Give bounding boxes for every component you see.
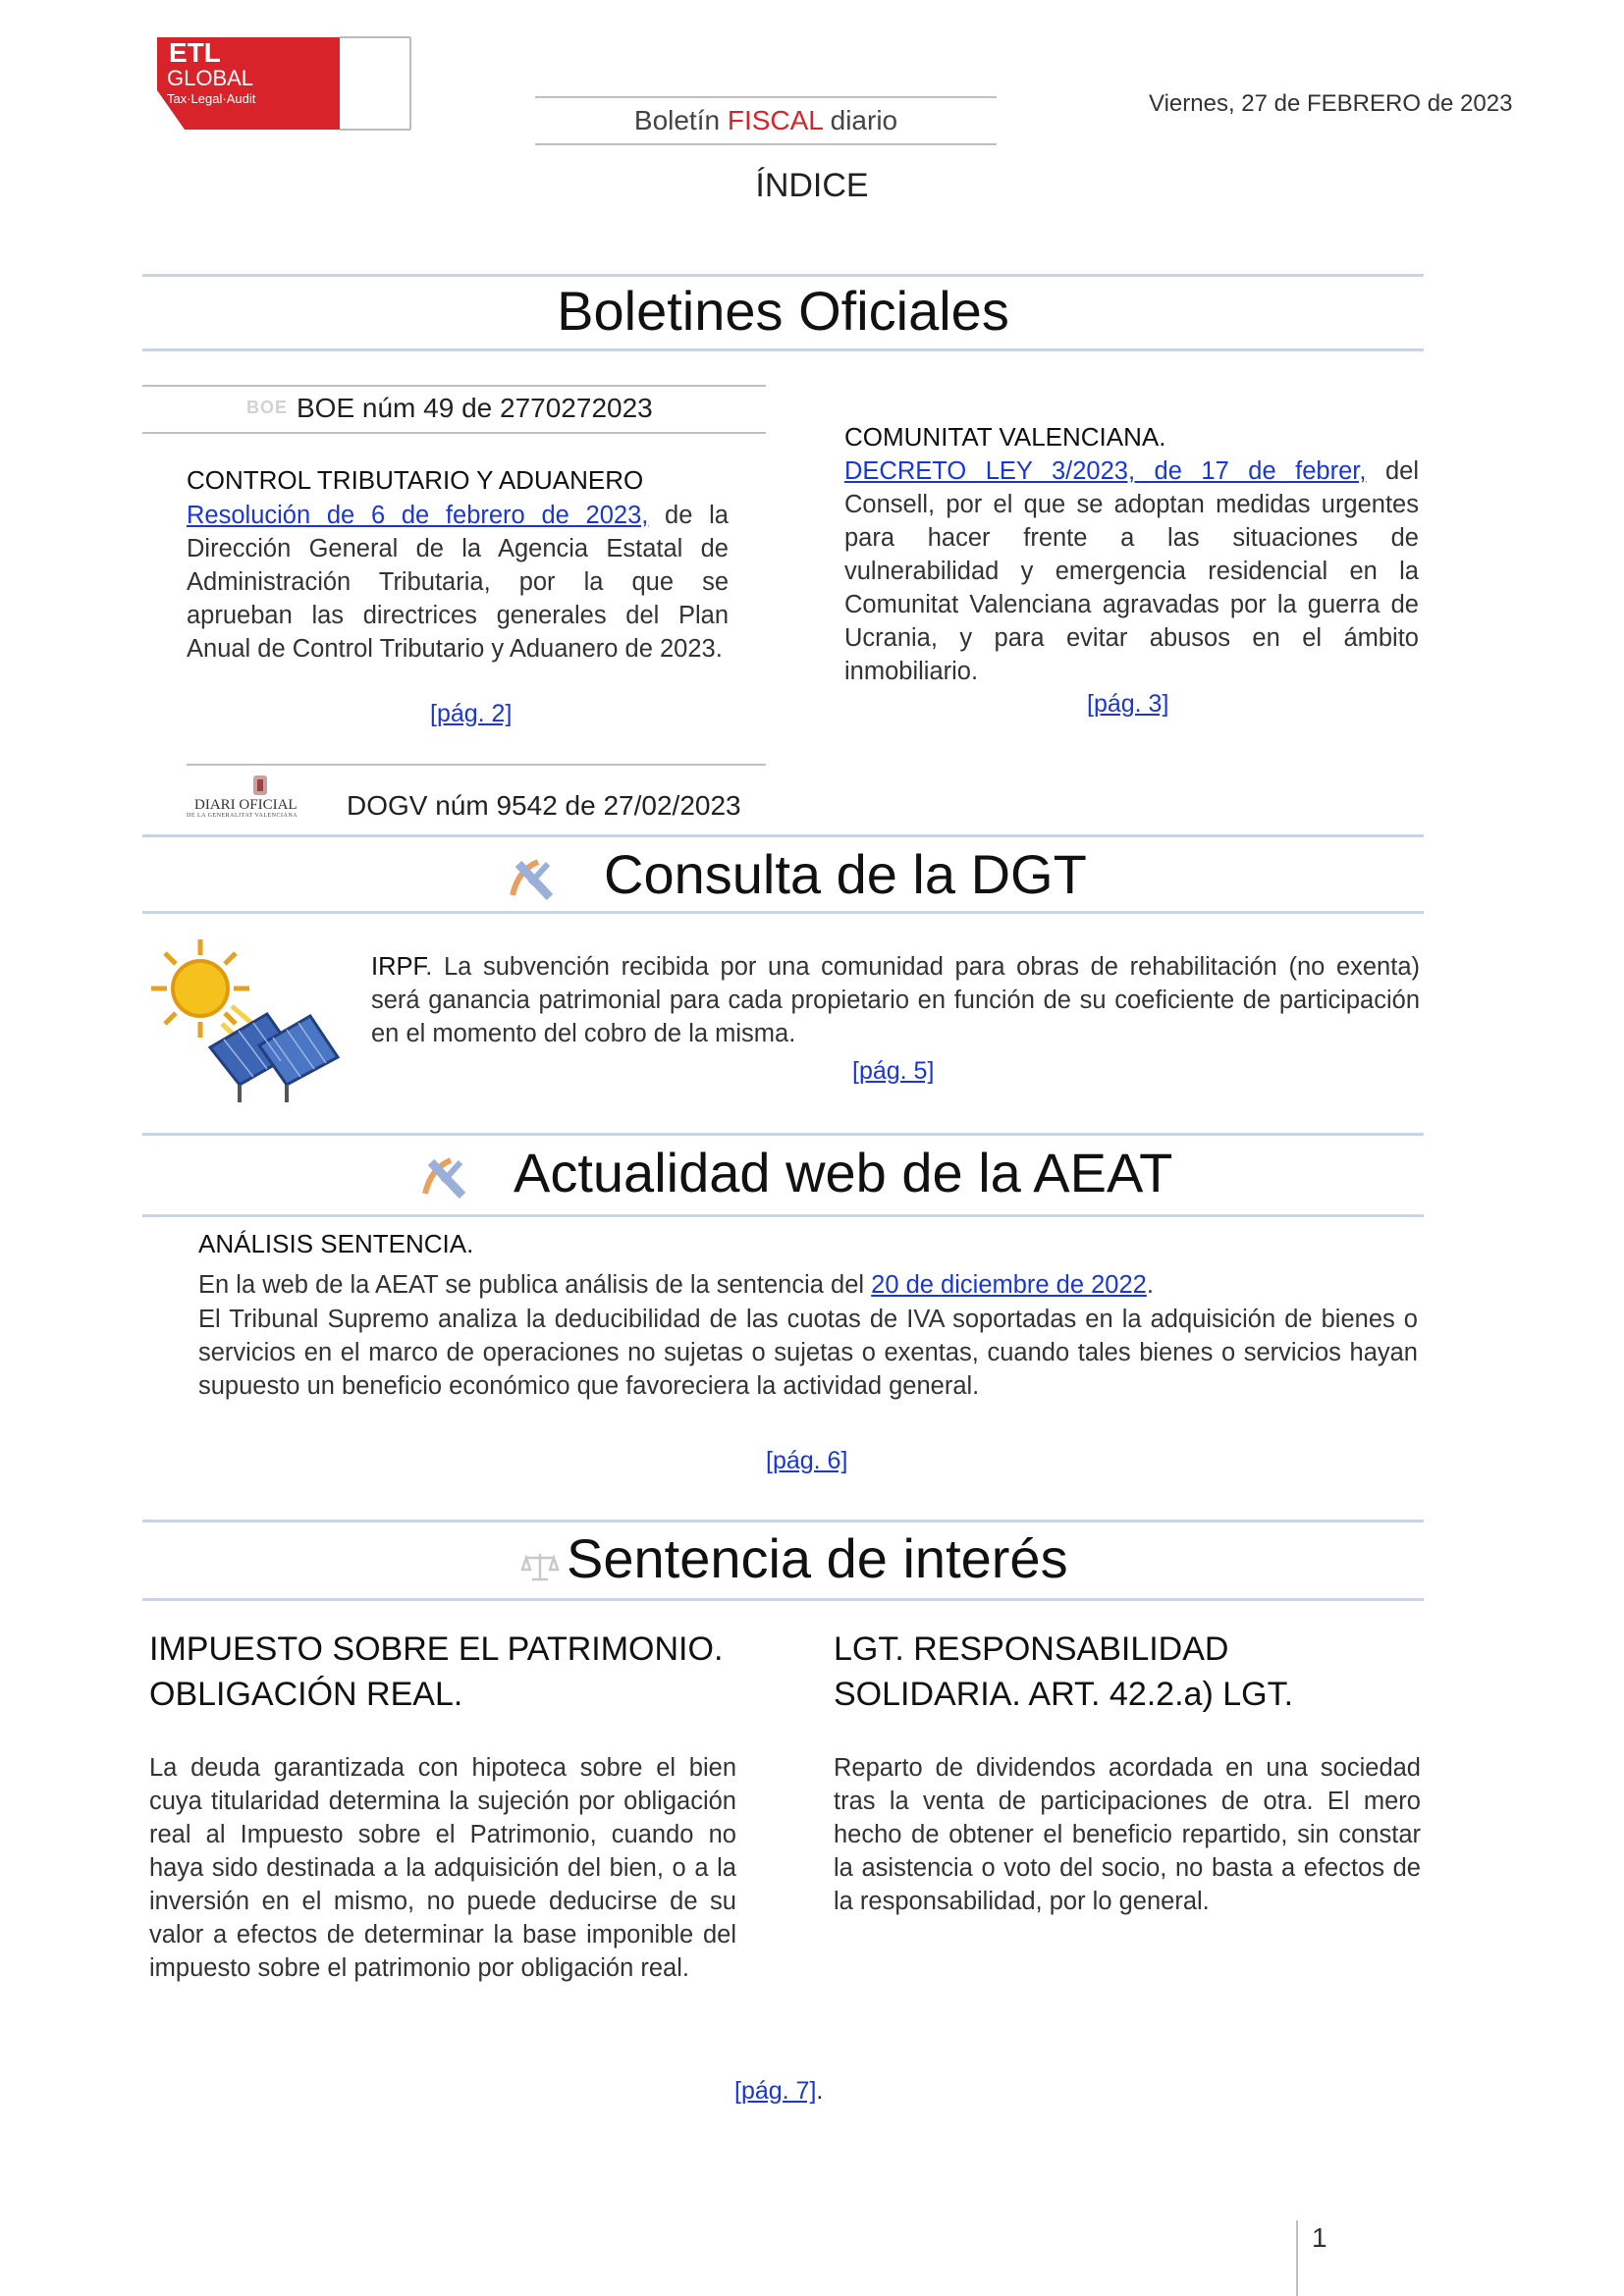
section-header-dgt: [142, 842, 1424, 913]
boe-paragraph: [187, 499, 729, 666]
boe-text: de la Dirección General de la Agencia Estatal de Administración Tributaria, por la que se aprueban las directrices generales del Plan Anual de Control Tributario y Aduanero de 2023.: [187, 502, 729, 663]
valenciana-text: del Consell, por el que se adoptan medidas urgentes para hacer frente a las situaciones de vulnerabilidad y emergencia residencial en la Comunitat Valenciana agravadas por la guerra de Ucrania, y para evitar abusos en el ámbito inmobiliario.: [844, 457, 1419, 685]
aeat-page-link[interactable]: [pág. 6]: [766, 1447, 848, 1474]
section-title-aeat: Actualidad web de la AEAT: [514, 1142, 1173, 1203]
section-title-dgt: Consulta de la DGT: [604, 843, 1087, 905]
coat-of-arms-icon: [250, 774, 270, 799]
bulletin-pre: Boletín: [633, 105, 728, 135]
section-title-sentencia: Sentencia de interés: [567, 1527, 1068, 1589]
scales-of-justice-icon: [520, 1550, 560, 1583]
dgt-page-link[interactable]: [pág. 5]: [852, 1057, 935, 1085]
boe-bar: [142, 385, 766, 434]
logo-line3: Tax·Legal·Audit: [167, 91, 256, 106]
section-divider: [142, 1214, 1424, 1217]
page-number: 1: [1312, 2222, 1327, 2253]
boe-resolution-link[interactable]: Resolución de 6 de febrero de 2023,: [187, 502, 649, 529]
aeat-paragraph: El Tribunal Supremo analiza la deducibilidad de las cuotas de IVA soportadas en la adquisición de bienes o servicios en el marco de operaciones no sujetas o sujetas o exentas, cuando tales bienes o servicios hayan supuesto un beneficio económico que favoreciera la actividad general.: [198, 1306, 1418, 1400]
sentencia-page: [734, 2077, 823, 2106]
section-divider: [142, 1133, 1424, 1136]
aeat-logo-icon: [505, 856, 560, 901]
dogv-divider: [187, 764, 766, 766]
aeat-logo-icon: [417, 1154, 472, 1200]
aeat-heading: ANÁLISIS SENTENCIA.: [198, 1229, 474, 1258]
section-header-sentencia: [142, 1526, 1424, 1597]
bulletin-date: Viernes, 27 de FEBRERO de 2023: [1149, 90, 1513, 117]
section-header-aeat: [142, 1141, 1424, 1211]
section-title-boletines: Boletines Oficiales: [557, 280, 1009, 342]
sentencia-right-paragraph: Reparto de dividendos acordada en una sociedad tras la venta de participaciones de otra. El mero hecho de obtener el beneficio repartido, sin constar la asistencia o voto del socio, no basta a efectos de la responsabilidad, por lo general.: [834, 1754, 1421, 1915]
section-divider: [142, 1520, 1424, 1522]
boe-heading: CONTROL TRIBUTARIO Y ADUANERO: [187, 465, 644, 495]
aeat-line1-text: En la web de la AEAT se publica análisis de la sentencia del: [198, 1271, 872, 1299]
sentencia-page-suffix: .: [816, 2077, 824, 2105]
dogv-logo-line1: DIARI OFICIAL: [194, 797, 298, 813]
boe-label: BOE núm 49 de 2770272023: [297, 393, 653, 423]
bulletin-post: diario: [822, 105, 898, 135]
section-divider: [142, 274, 1424, 277]
logo-line1: ETL: [169, 37, 221, 68]
footer-divider: [1296, 2220, 1298, 2296]
boe-page-link[interactable]: [pág. 2]: [430, 700, 513, 727]
dgt-paragraph: [371, 950, 1420, 1050]
section-divider: [142, 348, 1424, 351]
solar-panel-icon: [149, 937, 346, 1104]
valenciana-heading: COMUNITAT VALENCIANA.: [844, 422, 1166, 452]
decreto-ley-link[interactable]: DECRETO LEY 3/2023, de 17 de febrer,: [844, 457, 1367, 485]
valenciana-paragraph: [844, 454, 1419, 688]
sentencia-left-paragraph: La deuda garantizada con hipoteca sobre el bien cuya titularidad determina la sujeción por obligación real al Impuesto sobre el Patrimonio, cuando no haya sido destinada a la adquisición del bien, o a la inversión en el mismo, no puede deducirse de su valor a efectos de determinar la base imponible del impuesto sobre el patrimonio por obligación real.: [149, 1754, 736, 1982]
boe-logo-icon: BOE: [246, 398, 289, 417]
dgt-lead: IRPF: [371, 953, 426, 981]
section-divider: [142, 834, 1424, 837]
dogv-logo: [187, 774, 334, 823]
dogv-logo-line2: DE LA GENERALITAT VALENCIANA: [187, 813, 298, 819]
logo-line2: GLOBAL: [167, 66, 254, 90]
section-divider: [142, 1598, 1424, 1601]
etl-global-logo: [157, 31, 412, 141]
aeat-line1: [198, 1268, 1418, 1302]
sentencia-page-link[interactable]: [pág. 7]: [734, 2077, 817, 2105]
bulletin-accent: FISCAL: [727, 105, 823, 135]
dogv-label: DOGV núm 9542 de 27/02/2023: [347, 790, 741, 821]
dgt-text: . La subvención recibida por una comunidad para obras de rehabilitación (no exenta) será ganancia patrimonial para cada propietario en función de su coeficiente de participación en el momento del cobro de la misma.: [371, 953, 1420, 1047]
valenciana-page-link[interactable]: [pág. 3]: [1087, 690, 1169, 718]
section-divider: [142, 911, 1424, 914]
sentencia-date-link[interactable]: 20 de diciembre de 2022: [871, 1271, 1147, 1299]
sentencia-right-heading: LGT. RESPONSABILIDAD SOLIDARIA. ART. 42.2.a) LGT.: [834, 1630, 1294, 1713]
aeat-line1-end: .: [1146, 1271, 1154, 1299]
index-title: ÍNDICE: [755, 167, 869, 204]
bulletin-title: [535, 96, 997, 145]
sentencia-left-heading: IMPUESTO SOBRE EL PATRIMONIO. OBLIGACIÓN REAL.: [149, 1630, 724, 1713]
